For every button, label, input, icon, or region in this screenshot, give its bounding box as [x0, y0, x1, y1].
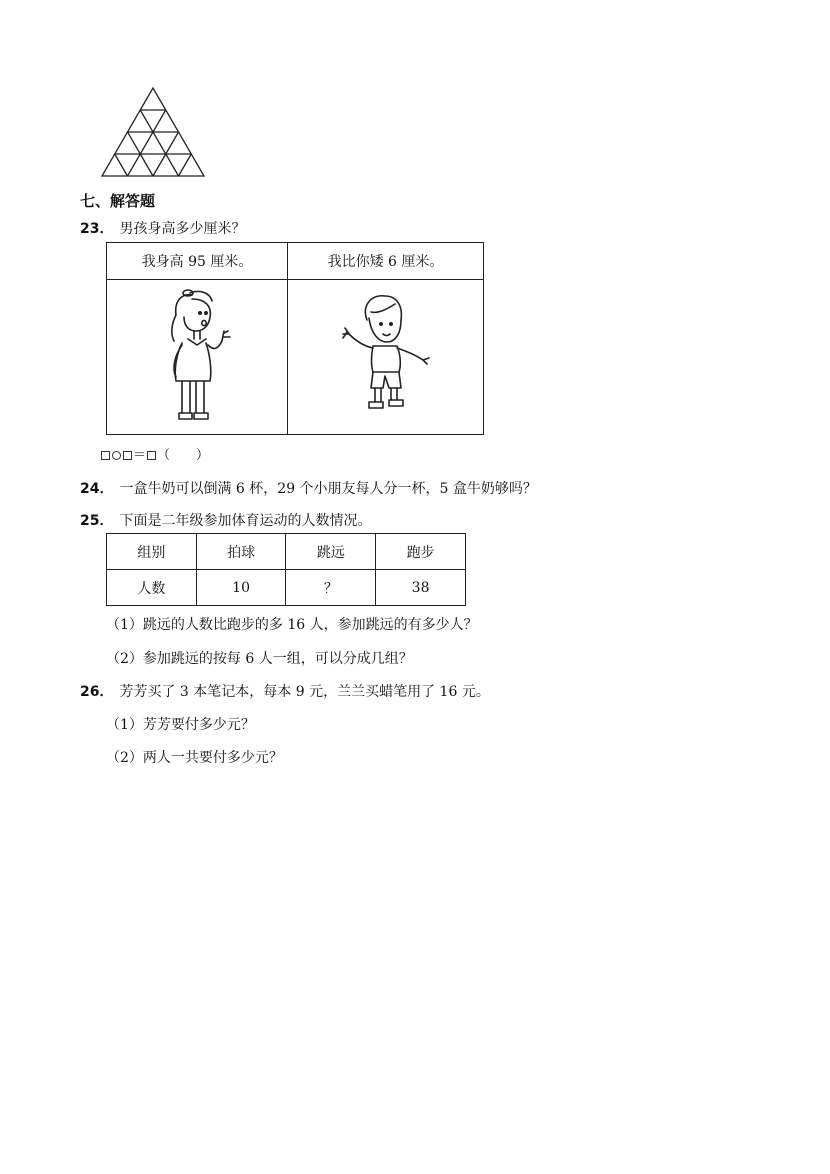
section-title: 七、解答题 [80, 192, 156, 210]
operator-circle[interactable] [112, 451, 121, 460]
girl-speech-cell: 我身高 95 厘米。 [107, 243, 288, 280]
q26-sub-1: （1）芳芳要付多少元？ [106, 717, 255, 733]
table-cell: 组别 [107, 534, 197, 570]
boy-illustration [325, 290, 445, 420]
question-text: 一盒牛奶可以倒满 6 杯，29 个小朋友每人分一杯，5 盒牛奶够吗？ [119, 481, 537, 497]
sports-count-table [106, 533, 466, 606]
table-row [107, 570, 466, 606]
question-number: 23． [80, 221, 114, 237]
table-row [107, 534, 466, 570]
question-24 [80, 478, 537, 498]
question-25 [80, 510, 371, 530]
question-26 [80, 681, 490, 701]
table-cell: 38 [376, 570, 466, 606]
boy-picture-cell [287, 280, 483, 435]
question-text: 芳芳买了 3 本笔记本，每本 9 元，兰兰买蜡笔用了 16 元。 [119, 684, 490, 700]
question-number: 24． [80, 481, 114, 497]
question-text: 下面是二年级参加体育运动的人数情况。 [119, 513, 372, 529]
question-23 [80, 218, 245, 238]
table-cell: 跳远 [286, 534, 376, 570]
table-cell: 10 [196, 570, 286, 606]
formula-blank [100, 444, 209, 463]
question-number: 25． [80, 513, 114, 529]
table-cell: 人数 [107, 570, 197, 606]
height-comparison-table [106, 242, 484, 435]
question-number: 26． [80, 684, 114, 700]
blank-box[interactable] [147, 451, 156, 460]
blank-box[interactable] [101, 451, 110, 460]
boy-speech-cell: 我比你矮 6 厘米。 [287, 243, 483, 280]
q25-sub-2: （2）参加跳远的按每 6 人一组，可以分成几组？ [106, 651, 413, 667]
table-cell: 跑步 [376, 534, 466, 570]
girl-picture-cell [107, 280, 288, 435]
girl-illustration [152, 285, 242, 425]
triangle-grid-figure [100, 86, 206, 178]
blank-box[interactable] [123, 451, 132, 460]
equals-sign: ＝ [133, 448, 147, 463]
table-cell: ？ [286, 570, 376, 606]
table-cell: 拍球 [196, 534, 286, 570]
q25-sub-1: （1）跳远的人数比跑步的多 16 人，参加跳远的有多少人？ [106, 617, 478, 633]
question-text: 男孩身高多少厘米？ [119, 221, 246, 237]
answer-paren[interactable]: （ ） [157, 448, 210, 463]
q26-sub-2: （2）两人一共要付多少元？ [106, 750, 283, 766]
